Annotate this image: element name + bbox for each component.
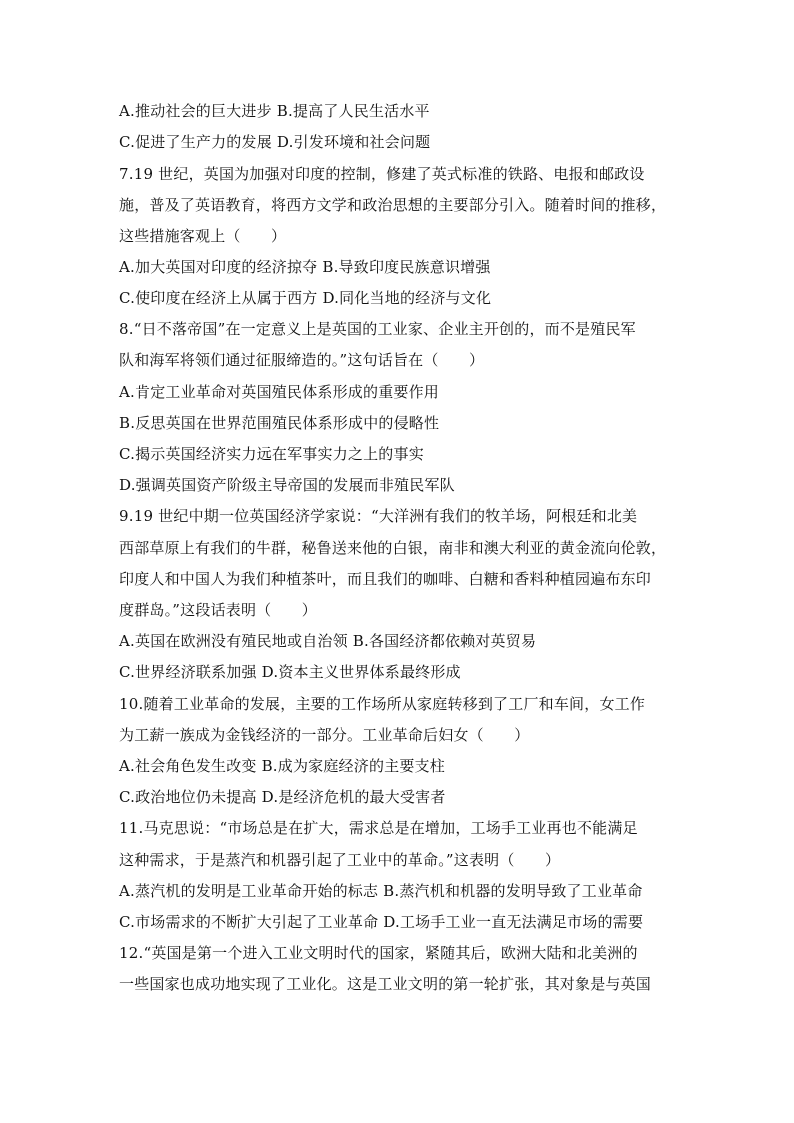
q8-option-a: A.肯定工业革命对英国殖民体系形成的重要作用 [119,383,440,401]
q9-stem-line-1: 9.19 世纪中期一位英国经济学家说：“大洋洲有我们的牧羊场，阿根廷和北美 [119,507,638,525]
q9-stem-line-3: 印度人和中国人为我们种植茶叶，而且我们的咖啡、白糖和香料种植园遍布东印 [119,570,652,588]
q9-stem-line-4: 度群岛。”这段话表明（ ） [119,601,317,619]
q9-stem-line-2: 西部草原上有我们的牛群，秘鲁送来他的白银，南非和澳大利亚的黄金流向伦敦， [119,539,667,557]
q12-stem-line-1: 12.“英国是第一个进入工业文明时代的国家，紧随其后，欧洲大陆和北美洲的 [119,944,638,962]
q8-stem-line-2: 队和海军将领们通过征服缔造的。”这句话旨在（ ） [119,351,485,369]
q11-option-cd: C.市场需求的不断扩大引起了工业革命 D.工场手工业一直无法满足市场的需要 [119,913,644,931]
q8-option-c: C.揭示英国经济实力远在军事实力之上的事实 [119,445,424,463]
q7-option-ab: A.加大英国对印度的经济掠夺 B.导致印度民族意识增强 [119,258,491,276]
q9-option-ab: A.英国在欧洲没有殖民地或自治领 B.各国经济都依赖对英贸易 [119,632,537,650]
q10-option-ab: A.社会角色发生改变 B.成为家庭经济的主要支柱 [119,757,445,775]
q10-option-cd: C.政治地位仍未提高 D.是经济危机的最大受害者 [119,788,446,806]
q6-option-cd: C.促进了生产力的发展 D.引发环境和社会问题 [119,133,431,151]
q7-stem-line-1: 7.19 世纪，英国为加强对印度的控制，修建了英式标准的铁路、电报和邮政设 [119,165,645,183]
q10-stem-line-1: 10.随着工业革命的发展，主要的工作场所从家庭转移到了工厂和车间，女工作 [119,695,646,713]
q11-option-ab: A.蒸汽机的发明是工业革命开始的标志 B.蒸汽机和机器的发明导致了工业革命 [119,882,643,900]
q8-stem-line-1: 8.“日不落帝国”在一定意义上是英国的工业家、企业主开创的，而不是殖民军 [119,320,636,338]
q11-stem-line-1: 11.马克思说：“市场总是在扩大，需求总是在增加，工场手工业再也不能满足 [119,819,638,837]
q7-stem-line-3: 这些措施客观上（ ） [119,227,287,245]
q9-option-cd: C.世界经济联系加强 D.资本主义世界体系最终形成 [119,663,461,681]
q7-option-cd: C.使印度在经济上从属于西方 D.同化当地的经济与文化 [119,289,492,307]
q12-stem-line-2: 一些国家也成功地实现了工业化。这是工业文明的第一轮扩张，其对象是与英国 [119,975,652,993]
q8-option-b: B.反思英国在世界范围殖民体系形成中的侵略性 [119,414,440,432]
q6-option-ab: A.推动社会的巨大进步 B.提高了人民生活水平 [119,102,430,120]
q11-stem-line-2: 这种需求，于是蒸汽和机器引起了工业中的革命。”这表明（ ） [119,851,561,869]
q10-stem-line-2: 为工薪一族成为金钱经济的一部分。工业革命后妇女（ ） [119,726,530,744]
q7-stem-line-2: 施，普及了英语教育，将西方文学和政治思想的主要部分引入。随着时间的推移， [119,196,667,214]
q8-option-d: D.强调英国资产阶级主导帝国的发展而非殖民军队 [119,476,455,494]
